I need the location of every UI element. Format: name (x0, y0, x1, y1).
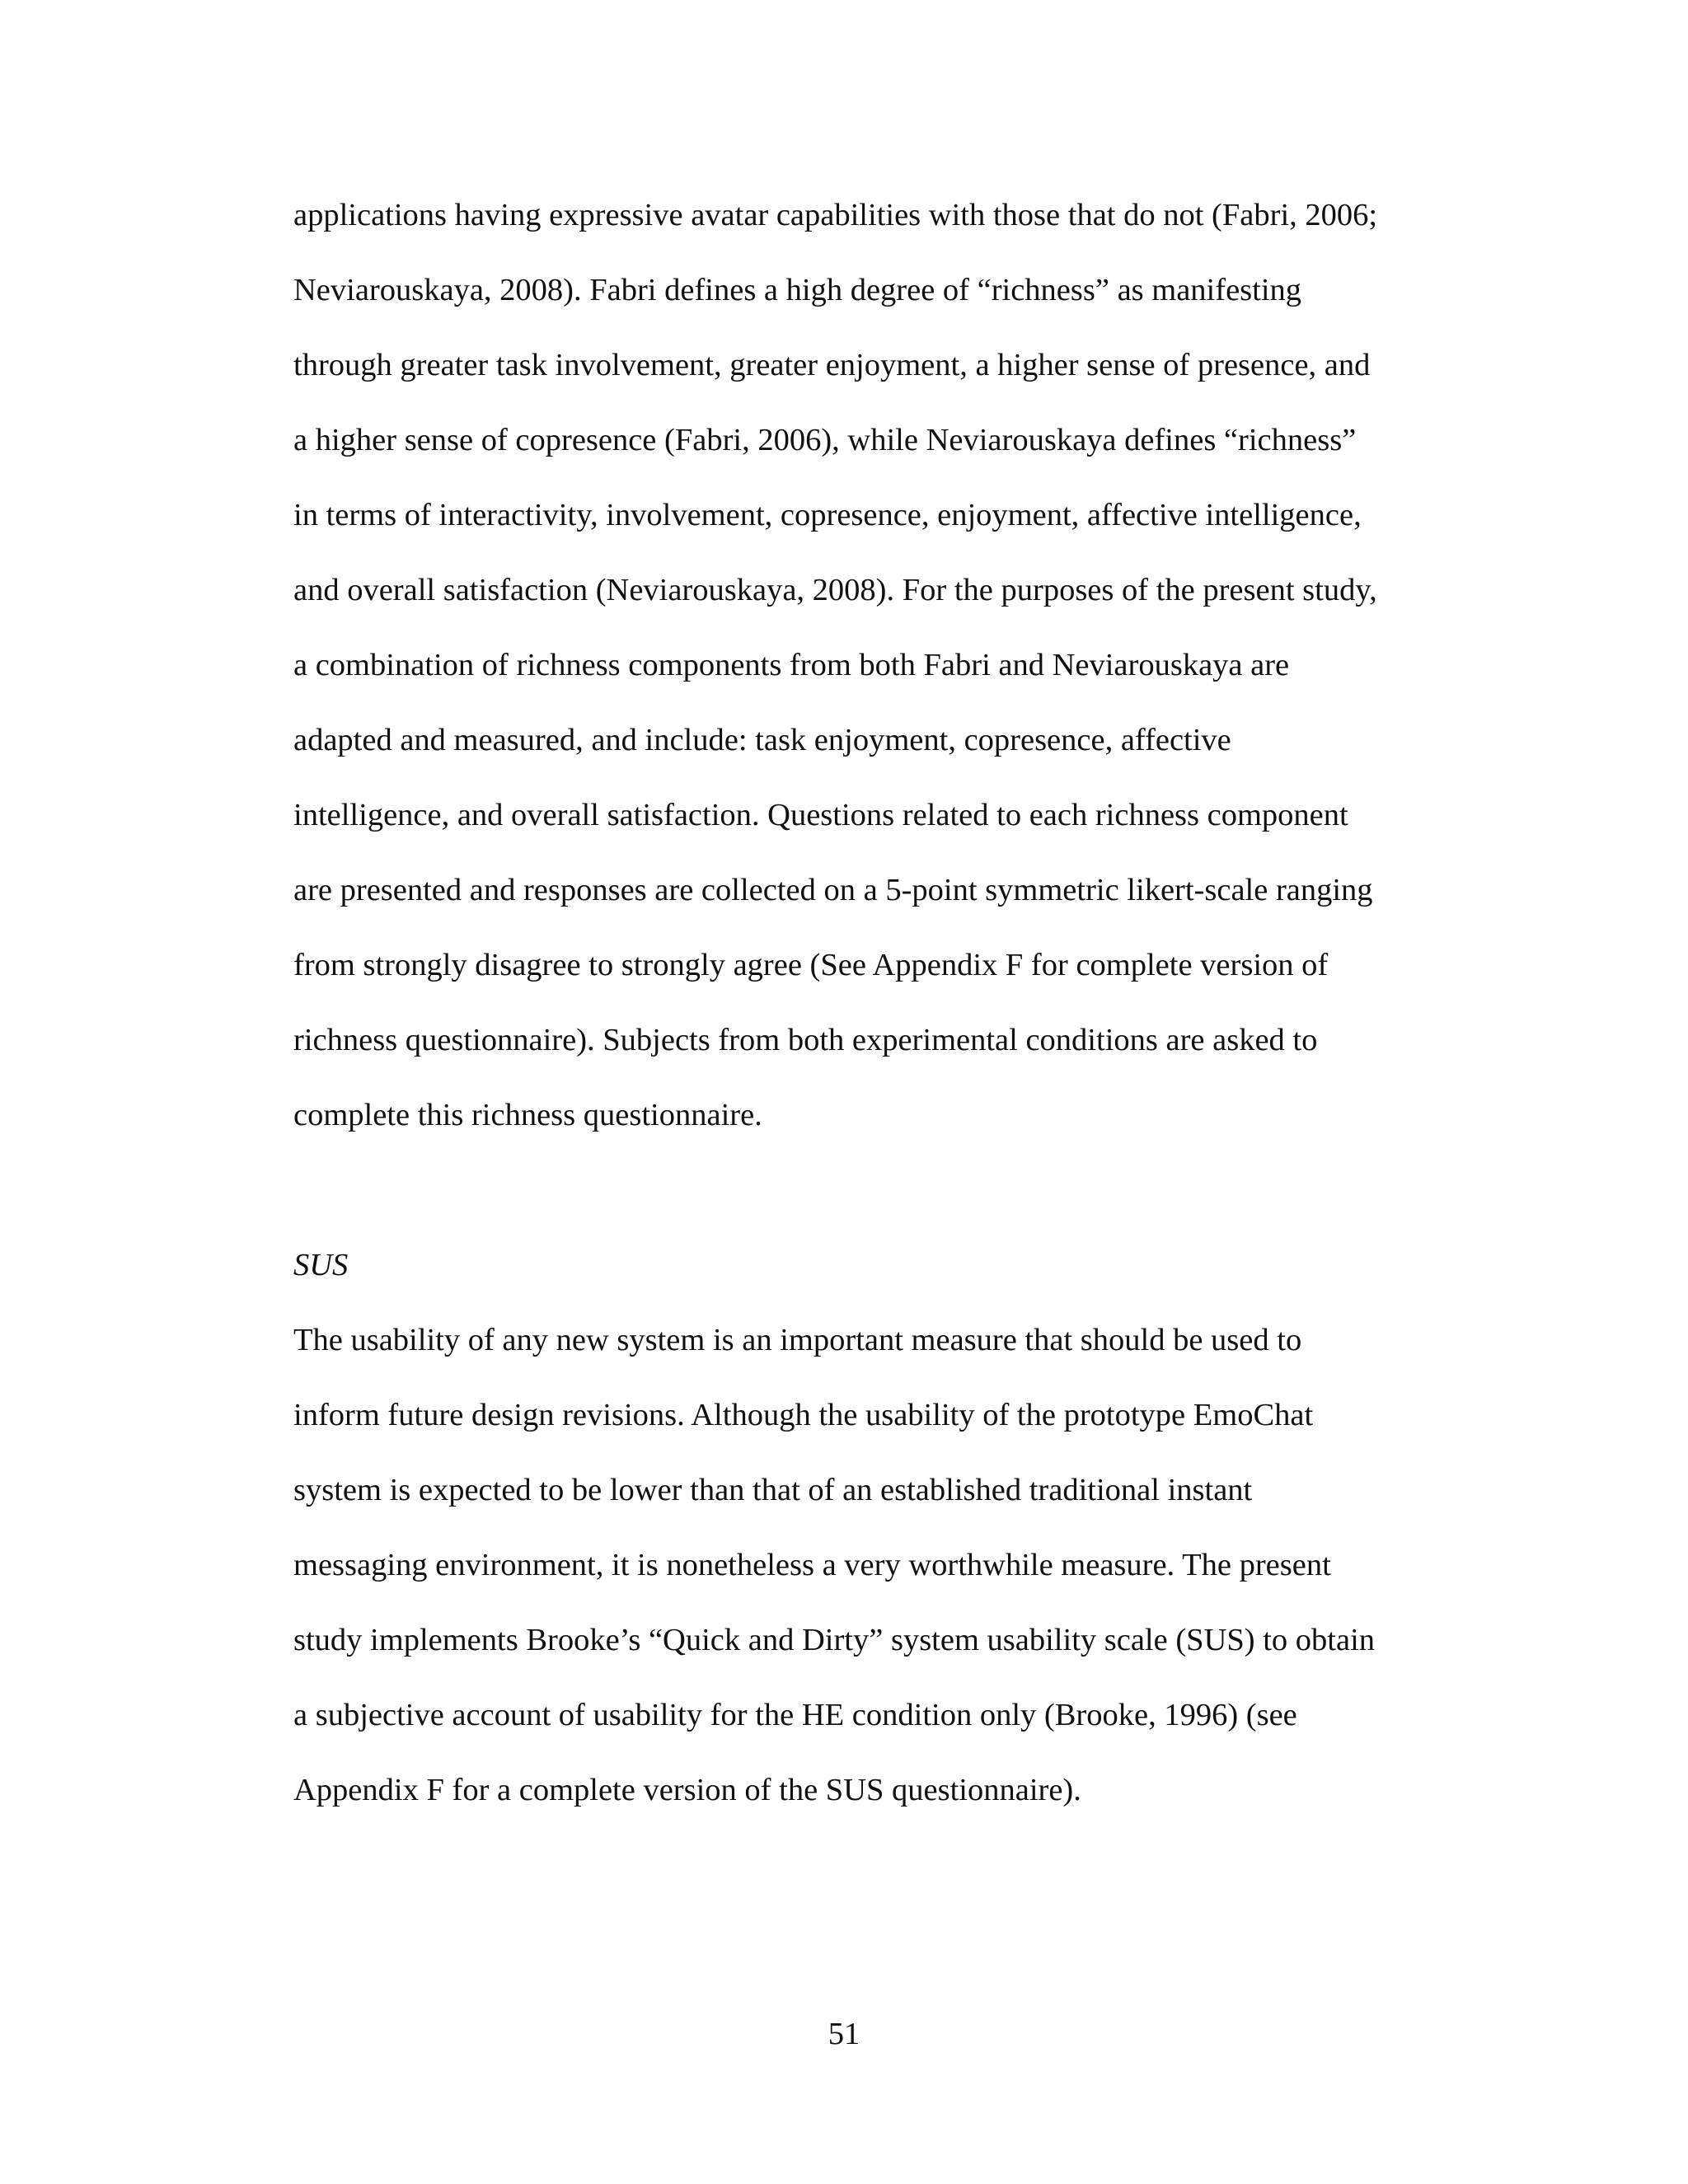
text-line: Appendix F for a complete version of the SUS questionnaire). (293, 1773, 1081, 1807)
text-line: study implements Brooke’s “Quick and Dirty” system usability scale (SUS) to obtain (293, 1623, 1376, 1657)
text-line: intelligence, and overall satisfaction. Questions related to each richness component (293, 798, 1348, 832)
text-line: complete this richness questionnaire. (293, 1098, 762, 1132)
text-line: a subjective account of usability for the HE condition only (Brooke, 1996) (see (293, 1698, 1297, 1732)
text-line: adapted and measured, and include: task enjoyment, copresence, affective (293, 723, 1231, 757)
text-line: system is expected to be lower than that of an established traditional instant (293, 1473, 1253, 1507)
section-heading: SUS (293, 1248, 349, 1282)
text-line: inform future design revisions. Although the usability of the prototype EmoChat (293, 1398, 1314, 1432)
text-line: and overall satisfaction (Neviarouskaya, 2008). For the purposes of the present study, (293, 573, 1377, 607)
page-number: 51 (828, 2017, 860, 2051)
text-line: richness questionnaire). Subjects from both experimental conditions are asked to (293, 1023, 1318, 1057)
text-line: are presented and responses are collected on a 5-point symmetric likert-scale ranging (293, 873, 1373, 907)
text-line: The usability of any new system is an important measure that should be used to (293, 1323, 1302, 1357)
text-line: messaging environment, it is nonetheless a very worthwhile measure. The present (293, 1548, 1331, 1582)
text-line: applications having expressive avatar capabilities with those that do not (Fabri, 2006; (293, 198, 1378, 232)
text-line: from strongly disagree to strongly agree (See Appendix F for complete version of (293, 948, 1329, 982)
text-line: a combination of richness components from both Fabri and Neviarouskaya are (293, 648, 1290, 682)
text-line: Neviarouskaya, 2008). Fabri defines a high degree of “richness” as manifesting (293, 273, 1302, 307)
text-line: a higher sense of copresence (Fabri, 2006), while Neviarouskaya defines “richness” (293, 423, 1357, 457)
text-line: in terms of interactivity, involvement, copresence, enjoyment, affective intelligence, (293, 498, 1362, 532)
text-line: through greater task involvement, greater enjoyment, a higher sense of presence, and (293, 348, 1371, 382)
